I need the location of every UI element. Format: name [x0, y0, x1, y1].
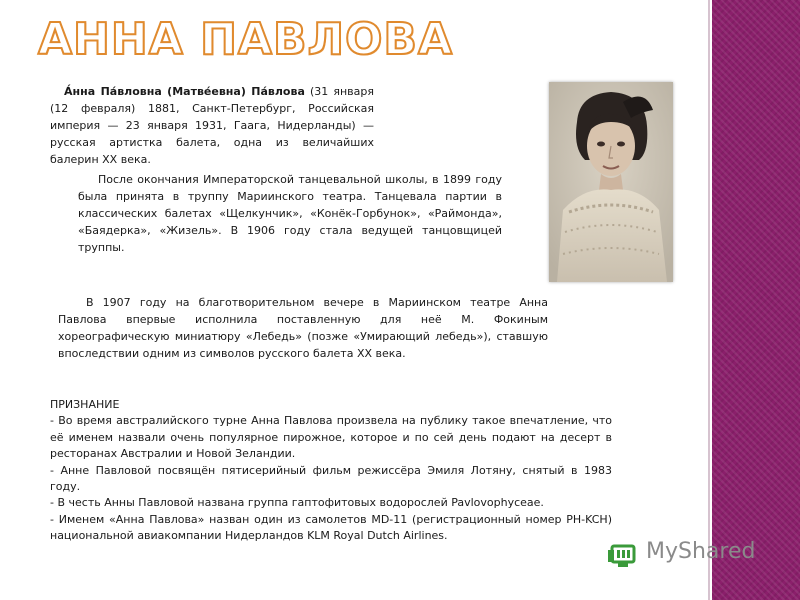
intro-name: А́нна Па́вловна (Матве́евна) Па́влова [64, 85, 305, 98]
portrait-photo [549, 82, 673, 282]
myshared-logo-text: MyShared [646, 539, 756, 564]
portrait-image [549, 82, 673, 282]
recognition-section [50, 397, 612, 545]
recognition-item: - В честь Анны Павловой названа группа гаптофитовых водорослей Pavlovophyceae. [50, 496, 544, 510]
myshared-logo [606, 536, 766, 570]
side-divider [708, 0, 710, 600]
intro-paragraph [50, 83, 374, 168]
intro-text: (31 января (12 февраля) 1881, Санкт-Петербург, Российская империя — 23 января 1931, Гаага, Нидерланды) — русская артистка балета, одна из величайших балерин XX века. [50, 85, 374, 166]
recognition-heading: ПРИЗНАНИЕ [50, 398, 120, 411]
myshared-icon [606, 536, 640, 570]
recognition-item: - Во время австралийского турне Анна Павлова произвела на публику такое впечатление, что её именем назвали очень популярное пирожное, которое и по сей день подают на десерт в ресторанах Австралии и Новой Зеландии. [50, 414, 612, 461]
paragraph-career: После окончания Императорской танцевальной школы, в 1899 году была принята в труппу Мариинского театра. Танцевала партии в классических балетах «Щелкунчик», «Конёк-Горбунок», «Раймонда», «Баядерка», «Жизель». В 1906 году стала ведущей танцовщицей труппы. [78, 173, 502, 254]
recognition-item: - Анне Павловой посвящён пятисерийный фильм режиссёра Эмиля Лотяну, снятый в 1983 году. [50, 463, 612, 494]
recognition-item: - Именем «Анна Павлова» назван один из самолетов MD-11 (регистрационный номер PH-KCH) национальной авиакомпании Нидерландов KLM Royal Dutch Airlines. [50, 512, 612, 543]
decorative-side-bar [712, 0, 800, 600]
slide-title: АННА ПАВЛОВА [38, 14, 454, 65]
paragraph-swan: В 1907 году на благотворительном вечере в Мариинском театре Анна Павлова впервые исполнила поставленную для неё М. Фокиным хореографическую миниатюру «Лебедь» (позже «Умирающий лебедь»), ставшую впоследствии одним из символов русского балета XX века. [58, 296, 548, 360]
